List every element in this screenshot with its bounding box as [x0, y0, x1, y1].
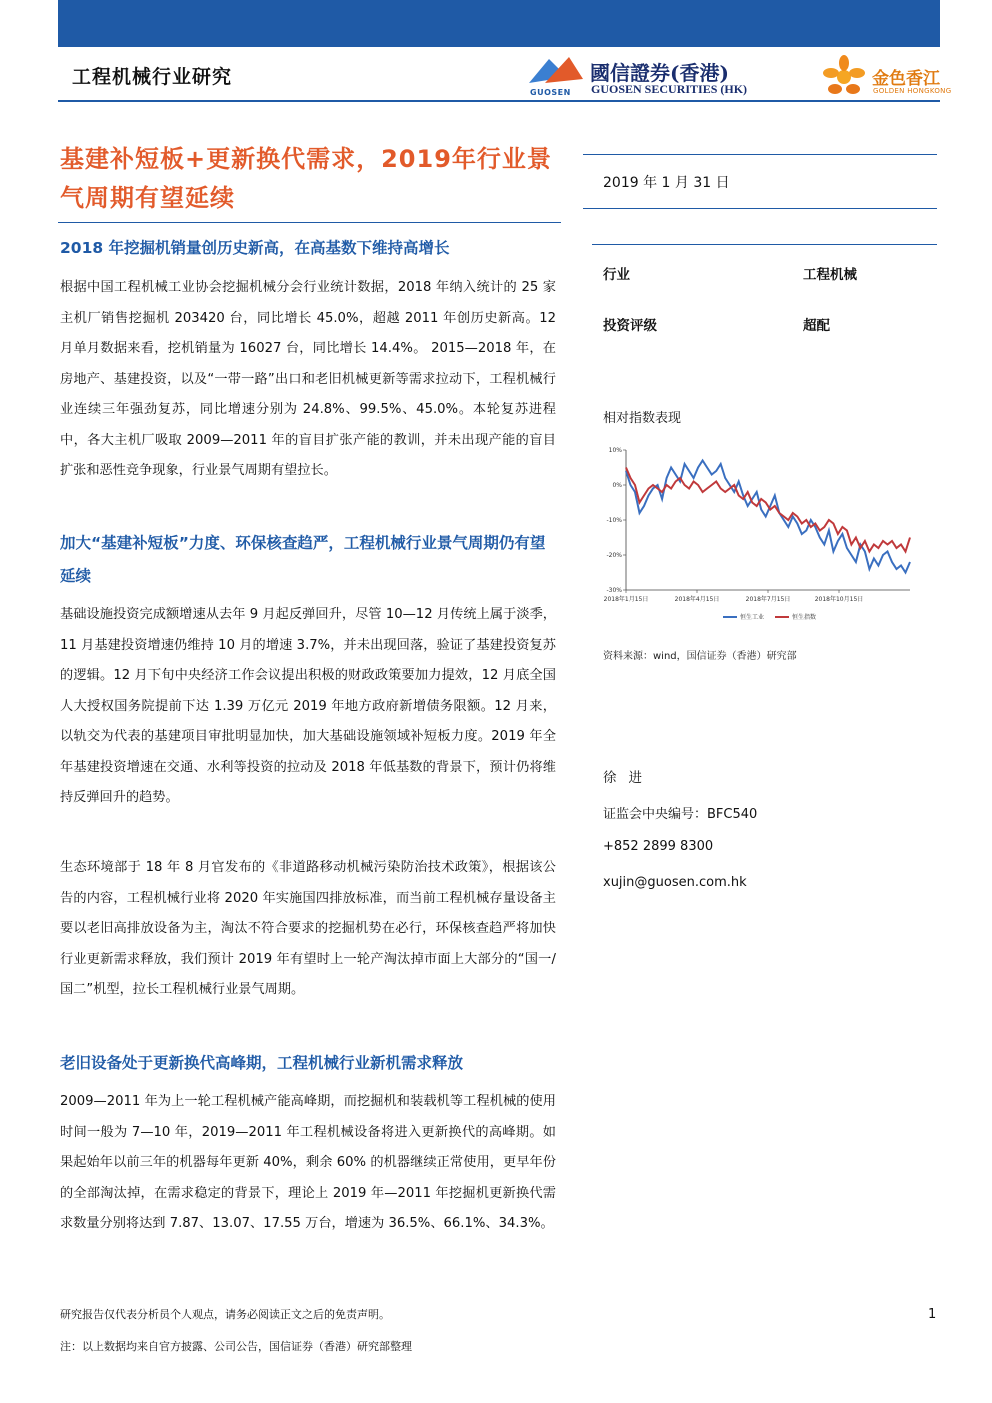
- paragraph: 2009—2011 年为上一轮工程机械产能高峰期，而挖掘机和装载机等工程机械的使用时间一般为 7—10 年，2019—2011 年工程机械设备将进入更新换代的高峰期。如果起始年以前三年的机器每年更新 40%，剩余 60% 的机器继续正常使用，更早年份的全部淘汰掉，在需求稳定的背景下，理论上 2019 年—2011 年挖掘机更新换代需求数量分别将达到 7.87、13.07、17.55 万台，增速为 36.5%、66.1%、34.3%。: [60, 1094, 556, 1231]
- report-title: 基建补短板+更新换代需求，2019年行业景气周期有望延续: [60, 145, 552, 212]
- series-line: [626, 461, 910, 573]
- top-bar: [58, 0, 940, 47]
- x-tick-label: 2018年1月15日: [603, 596, 649, 603]
- guosen-mark: GUOSEN: [530, 88, 571, 97]
- guosen-name-cn: 國信證券(香港): [590, 61, 729, 85]
- paragraph: 根据中国工程机械工业协会挖掘机械分会行业统计数据，2018 年纳入统计的 25 家主机厂销售挖掘机 203420 台，同比增长 45.0%，超越 2011 年创历史新高。12 月单月数据来看，挖机销量为 16027 台，同比增长 14.4%。 2015—2018 年，在房地产、基建投资，以及“一带一路”出口和老旧机械更新等需求拉动下，工程机械行业连续三年强劲复苏，同比增速分别为 24.8%、99.5%、45.0%。本轮复苏进程中，各大主机厂吸取 2009—2011 年的盲目扩张产能的教训，并未出现产能的盲目扩张和恶性竞争现象，行业景气周期有望拉长。: [60, 280, 556, 478]
- chart-label: 相对指数表现: [603, 411, 682, 426]
- report-date: 2019 年 1 月 31 日: [603, 175, 730, 191]
- footer-note: 注：以上数据均来自官方披露、公司公告，国信证券（香港）研究部整理: [60, 1340, 412, 1353]
- y-tick-label: -20%: [606, 552, 622, 559]
- paragraph: 基础设施投资完成额增速从去年 9 月起反弹回升，尽管 10—12 月传统上属于淡季，11 月基建投资增速仍维持 10 月的增速 3.7%，并未出现回落，验证了基建投资复苏的逻辑。12 月下旬中央经济工作会议提出积极的财政政策要加力提效，12 月底全国人大授权国务院提前下达 1.39 万亿元 2019 年地方政府新增债务限额。12 月来，以轨交为代表的基建项目审批明显加快，加大基础设施领域补短板力度。2019 年全年基建投资增速在交通、水利等投资的拉动及 2018 年低基数的背景下，预计仍将维持反弹回升的趋势。: [60, 607, 556, 805]
- y-tick-label: -10%: [606, 517, 622, 524]
- golden-name-cn: 金色香江: [872, 69, 940, 89]
- golden-name-en: GOLDEN HONGKONG: [873, 87, 952, 95]
- page-number: 1: [928, 1307, 937, 1322]
- meta-key-industry: 行业: [603, 267, 630, 283]
- title-divider: [58, 222, 561, 223]
- analyst-license: 证监会中央编号：BFC540: [603, 807, 758, 822]
- y-tick-label: -30%: [606, 587, 622, 594]
- guosen-name-en: GUOSEN SECURITIES (HK): [591, 82, 748, 96]
- meta-key-rating: 投资评级: [603, 318, 657, 334]
- section-title: 工程机械行业研究: [72, 66, 233, 88]
- sidebar-rule: [583, 208, 937, 209]
- author-name: 徐进: [603, 770, 654, 786]
- section-heading: 加大“基建补短板”力度、环保核查趋严，工程机械行业景气周期仍有望延续: [60, 534, 546, 585]
- meta-value-industry: 工程机械: [803, 267, 857, 283]
- paragraph: 生态环境部于 18 年 8 月官发布的《非道路移动机械污染防治技术政策》，根据该公告的内容，工程机械行业将 2020 年实施国四排放标准，而当前工程机械存量设备主要以老旧高排放设备为主，淘汰不符合要求的挖掘机势在必行，环保核查趋严将加快行业更新需求释放，我们预计 2019 年有望时上一轮产淘汰掉市面上大部分的“国一/国二”机型，拉长工程机械行业景气周期。: [60, 860, 556, 997]
- golden-hongkong-logo-icon: [820, 55, 868, 100]
- sidebar-rule: [583, 154, 937, 155]
- y-tick-label: 0%: [612, 482, 622, 489]
- legend-label: 恒生指数: [792, 614, 817, 621]
- relative-index-chart: [598, 440, 918, 628]
- analyst-phone: +852 2899 8300: [603, 839, 714, 854]
- section-heading: 2018 年挖掘机销量创历史新高，在高基数下维持高增长: [60, 239, 450, 257]
- x-tick-label: 2018年10月15日: [814, 596, 864, 603]
- y-tick-label: 10%: [608, 447, 622, 454]
- header-divider: [58, 100, 940, 102]
- chart-source: 资料来源：wind，国信证券（香港）研究部: [603, 651, 797, 662]
- legend-label: 恒生工业: [740, 614, 765, 621]
- meta-value-rating: 超配: [803, 318, 830, 334]
- sidebar-rule: [592, 244, 937, 245]
- footer-disclaimer: 研究报告仅代表分析员个人观点，请务必阅读正文之后的免责声明。: [60, 1308, 390, 1321]
- x-tick-label: 2018年7月15日: [745, 596, 791, 603]
- section-heading: 老旧设备处于更新换代高峰期，工程机械行业新机需求释放: [60, 1054, 464, 1072]
- x-tick-label: 2018年4月15日: [674, 596, 720, 603]
- analyst-email: xujin@guosen.com.hk: [603, 875, 747, 890]
